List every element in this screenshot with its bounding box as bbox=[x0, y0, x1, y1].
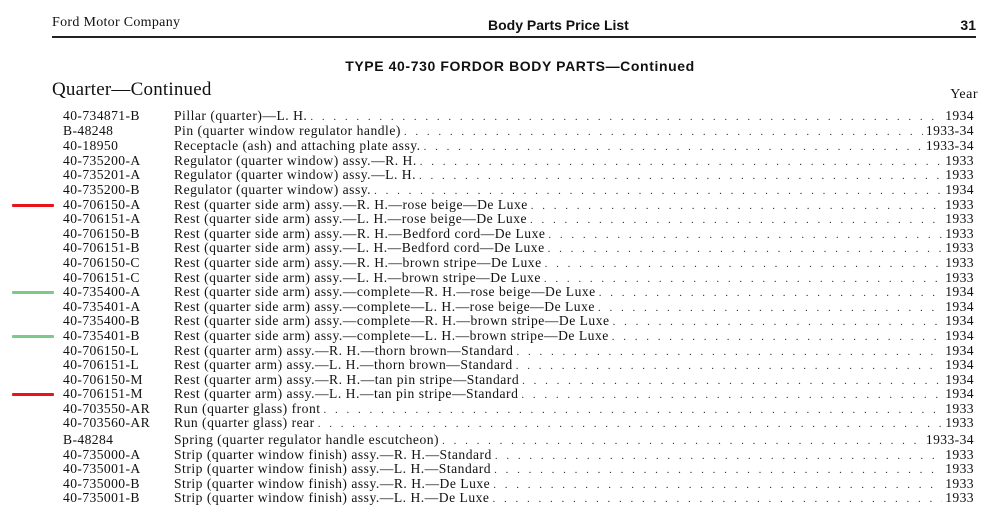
part-number: 40-735401-B bbox=[63, 327, 140, 343]
parts-row bbox=[0, 433, 1000, 448]
part-year: 1933 bbox=[945, 400, 974, 416]
part-description: Receptacle (ash) and attaching plate assy. bbox=[174, 138, 421, 154]
parts-row bbox=[0, 227, 1000, 242]
part-number: 40-706151-C bbox=[63, 269, 140, 285]
parts-row bbox=[0, 198, 1000, 213]
part-year: 1934 bbox=[945, 386, 974, 402]
green-pen-mark bbox=[12, 335, 54, 338]
parts-row bbox=[0, 285, 1000, 300]
part-description: Pin (quarter window regulator handle) bbox=[174, 122, 401, 138]
dot-leader bbox=[495, 449, 942, 464]
year-column-heading: Year bbox=[950, 87, 978, 102]
company-name: Ford Motor Company bbox=[52, 15, 181, 30]
part-number: 40-735400-A bbox=[63, 284, 141, 300]
parts-row bbox=[0, 329, 1000, 344]
part-description: Rest (quarter side arm) assy.—complete—L. H.—rose beige—De Luxe bbox=[174, 298, 595, 314]
part-number: 40-18950 bbox=[63, 138, 119, 154]
part-description: Rest (quarter arm) assy.—R. H.—tan pin stripe—Standard bbox=[174, 371, 520, 387]
page-heading: TYPE 40-730 FORDOR BODY PARTS—Continued bbox=[345, 58, 695, 74]
part-year: 1934 bbox=[945, 284, 974, 300]
part-year: 1934 bbox=[945, 313, 974, 329]
part-number: 40-735001-A bbox=[63, 461, 141, 477]
part-year: 1934 bbox=[945, 298, 974, 314]
part-description: Regulator (quarter window) assy.—L. H. bbox=[174, 167, 416, 183]
parts-row bbox=[0, 344, 1000, 359]
part-number: B-48248 bbox=[63, 122, 114, 138]
part-year: 1934 bbox=[945, 327, 974, 343]
parts-row bbox=[0, 402, 1000, 417]
part-year: 1934 bbox=[945, 342, 974, 358]
green-pen-mark bbox=[12, 291, 54, 294]
dot-leader bbox=[516, 359, 942, 374]
part-description: Rest (quarter side arm) assy.—L. H.—brown stripe—De Luxe bbox=[174, 269, 541, 285]
dot-leader bbox=[404, 125, 923, 140]
dot-leader bbox=[494, 463, 942, 478]
part-year: 1933 bbox=[945, 211, 974, 227]
dot-leader bbox=[424, 140, 923, 155]
dot-leader bbox=[599, 286, 943, 301]
dot-leader bbox=[548, 228, 942, 243]
parts-row bbox=[0, 416, 1000, 431]
dot-leader bbox=[324, 403, 943, 418]
document-title: Body Parts Price List bbox=[488, 17, 629, 33]
parts-row bbox=[0, 241, 1000, 256]
part-year: 1933 bbox=[945, 475, 974, 491]
part-description: Rest (quarter arm) assy.—L. H.—thorn brown—Standard bbox=[174, 357, 513, 373]
part-number: 40-734871-B bbox=[63, 108, 140, 123]
part-number: 40-735001-B bbox=[63, 490, 140, 506]
dot-leader bbox=[545, 257, 943, 272]
part-year: 1933 bbox=[945, 461, 974, 477]
parts-row bbox=[0, 124, 1000, 139]
part-number: B-48284 bbox=[63, 432, 114, 448]
section-title: Quarter—Continued bbox=[52, 79, 212, 100]
part-year: 1934 bbox=[945, 371, 974, 387]
dot-leader bbox=[318, 417, 942, 432]
part-number: 40-706151-B bbox=[63, 240, 140, 256]
parts-row bbox=[0, 154, 1000, 169]
part-year: 1933-34 bbox=[925, 122, 974, 138]
dot-leader bbox=[544, 272, 942, 287]
part-description: Strip (quarter window finish) assy.—R. H.—De Luxe bbox=[174, 475, 491, 491]
part-year: 1933 bbox=[945, 167, 974, 183]
part-description: Strip (quarter window finish) assy.—L. H.—Standard bbox=[174, 461, 492, 477]
parts-row bbox=[0, 477, 1000, 492]
parts-row bbox=[0, 373, 1000, 388]
parts-row bbox=[0, 448, 1000, 463]
part-year: 1933 bbox=[945, 415, 974, 431]
part-description: Strip (quarter window finish) assy.—R. H.—Standard bbox=[174, 446, 492, 462]
part-year: 1933 bbox=[945, 269, 974, 285]
part-number: 40-706150-A bbox=[63, 196, 141, 212]
parts-row bbox=[0, 212, 1000, 227]
dot-leader bbox=[493, 478, 942, 493]
dot-leader bbox=[530, 213, 942, 228]
part-description: Rest (quarter side arm) assy.—R. H.—rose beige—De Luxe bbox=[174, 196, 528, 212]
part-number: 40-735000-B bbox=[63, 475, 140, 491]
page-number: 31 bbox=[960, 17, 976, 33]
part-year: 1933 bbox=[945, 240, 974, 256]
part-number: 40-706151-M bbox=[63, 386, 143, 402]
parts-row bbox=[0, 139, 1000, 154]
part-description: Regulator (quarter window) assy.—R. H. bbox=[174, 152, 417, 168]
part-description: Run (quarter glass) rear bbox=[174, 415, 315, 431]
dot-leader bbox=[419, 169, 942, 184]
part-number: 40-735201-A bbox=[63, 167, 141, 183]
part-number: 40-703560-AR bbox=[63, 415, 151, 431]
part-year: 1934 bbox=[945, 108, 974, 123]
dot-leader bbox=[420, 155, 942, 170]
parts-row bbox=[0, 109, 1000, 124]
part-description: Rest (quarter side arm) assy.—complete—R. H.—rose beige—De Luxe bbox=[174, 284, 596, 300]
part-year: 1933 bbox=[945, 196, 974, 212]
part-year: 1933 bbox=[945, 152, 974, 168]
part-year: 1933-34 bbox=[925, 432, 974, 448]
part-description: Strip (quarter window finish) assy.—L. H.—De Luxe bbox=[174, 490, 490, 506]
part-description: Rest (quarter side arm) assy.—L. H.—rose beige—De Luxe bbox=[174, 211, 528, 227]
part-number: 40-706150-L bbox=[63, 342, 140, 358]
part-description: Rest (quarter side arm) assy.—complete—R. H.—brown stripe—De Luxe bbox=[174, 313, 610, 329]
parts-row bbox=[0, 183, 1000, 198]
part-number: 40-706151-A bbox=[63, 211, 141, 227]
parts-row bbox=[0, 300, 1000, 315]
page-header bbox=[52, 12, 976, 38]
part-description: Rest (quarter arm) assy.—L. H.—tan pin stripe—Standard bbox=[174, 386, 519, 402]
part-number: 40-735400-B bbox=[63, 313, 140, 329]
red-pen-mark bbox=[12, 204, 54, 207]
part-number: 40-735000-A bbox=[63, 446, 141, 462]
part-description: Run (quarter glass) front bbox=[174, 400, 321, 416]
part-year: 1934 bbox=[945, 357, 974, 373]
parts-list bbox=[0, 109, 1000, 506]
part-year: 1934 bbox=[945, 181, 974, 197]
parts-row bbox=[0, 271, 1000, 286]
parts-row bbox=[0, 168, 1000, 183]
dot-leader bbox=[548, 242, 943, 257]
parts-row bbox=[0, 314, 1000, 329]
part-number: 40-735200-B bbox=[63, 181, 140, 197]
dot-leader bbox=[598, 301, 942, 316]
part-year: 1933-34 bbox=[925, 138, 974, 154]
parts-row bbox=[0, 491, 1000, 506]
part-number: 40-706150-M bbox=[63, 371, 143, 387]
part-year: 1933 bbox=[945, 254, 974, 270]
dot-leader bbox=[492, 492, 942, 507]
part-number: 40-706151-L bbox=[63, 357, 140, 373]
parts-row bbox=[0, 462, 1000, 477]
dot-leader bbox=[522, 374, 942, 389]
part-number: 40-706150-B bbox=[63, 225, 140, 241]
parts-row bbox=[0, 387, 1000, 402]
part-description: Rest (quarter arm) assy.—R. H.—thorn brown—Standard bbox=[174, 342, 514, 358]
part-description: Regulator (quarter window) assy. bbox=[174, 181, 372, 197]
dot-leader bbox=[310, 110, 942, 125]
dot-leader bbox=[612, 330, 942, 345]
part-description: Pillar (quarter)—L. H. bbox=[174, 108, 308, 123]
part-description: Spring (quarter regulator handle escutcheon) bbox=[174, 432, 440, 448]
dot-leader bbox=[521, 388, 942, 403]
dot-leader bbox=[442, 434, 923, 449]
part-description: Rest (quarter side arm) assy.—complete—L. H.—brown stripe—De Luxe bbox=[174, 327, 609, 343]
dot-leader bbox=[613, 315, 943, 330]
part-description: Rest (quarter side arm) assy.—L. H.—Bedford cord—De Luxe bbox=[174, 240, 545, 256]
part-number: 40-706150-C bbox=[63, 254, 140, 270]
part-year: 1933 bbox=[945, 446, 974, 462]
red-pen-mark bbox=[12, 393, 54, 396]
parts-row bbox=[0, 256, 1000, 271]
part-number: 40-735200-A bbox=[63, 152, 141, 168]
parts-row bbox=[0, 358, 1000, 373]
dot-leader bbox=[531, 199, 942, 214]
part-year: 1933 bbox=[945, 225, 974, 241]
part-description: Rest (quarter side arm) assy.—R. H.—brown stripe—De Luxe bbox=[174, 254, 542, 270]
part-description: Rest (quarter side arm) assy.—R. H.—Bedford cord—De Luxe bbox=[174, 225, 546, 241]
part-year: 1933 bbox=[945, 490, 974, 506]
dot-leader bbox=[516, 345, 942, 360]
part-number: 40-703550-AR bbox=[63, 400, 151, 416]
part-number: 40-735401-A bbox=[63, 298, 141, 314]
